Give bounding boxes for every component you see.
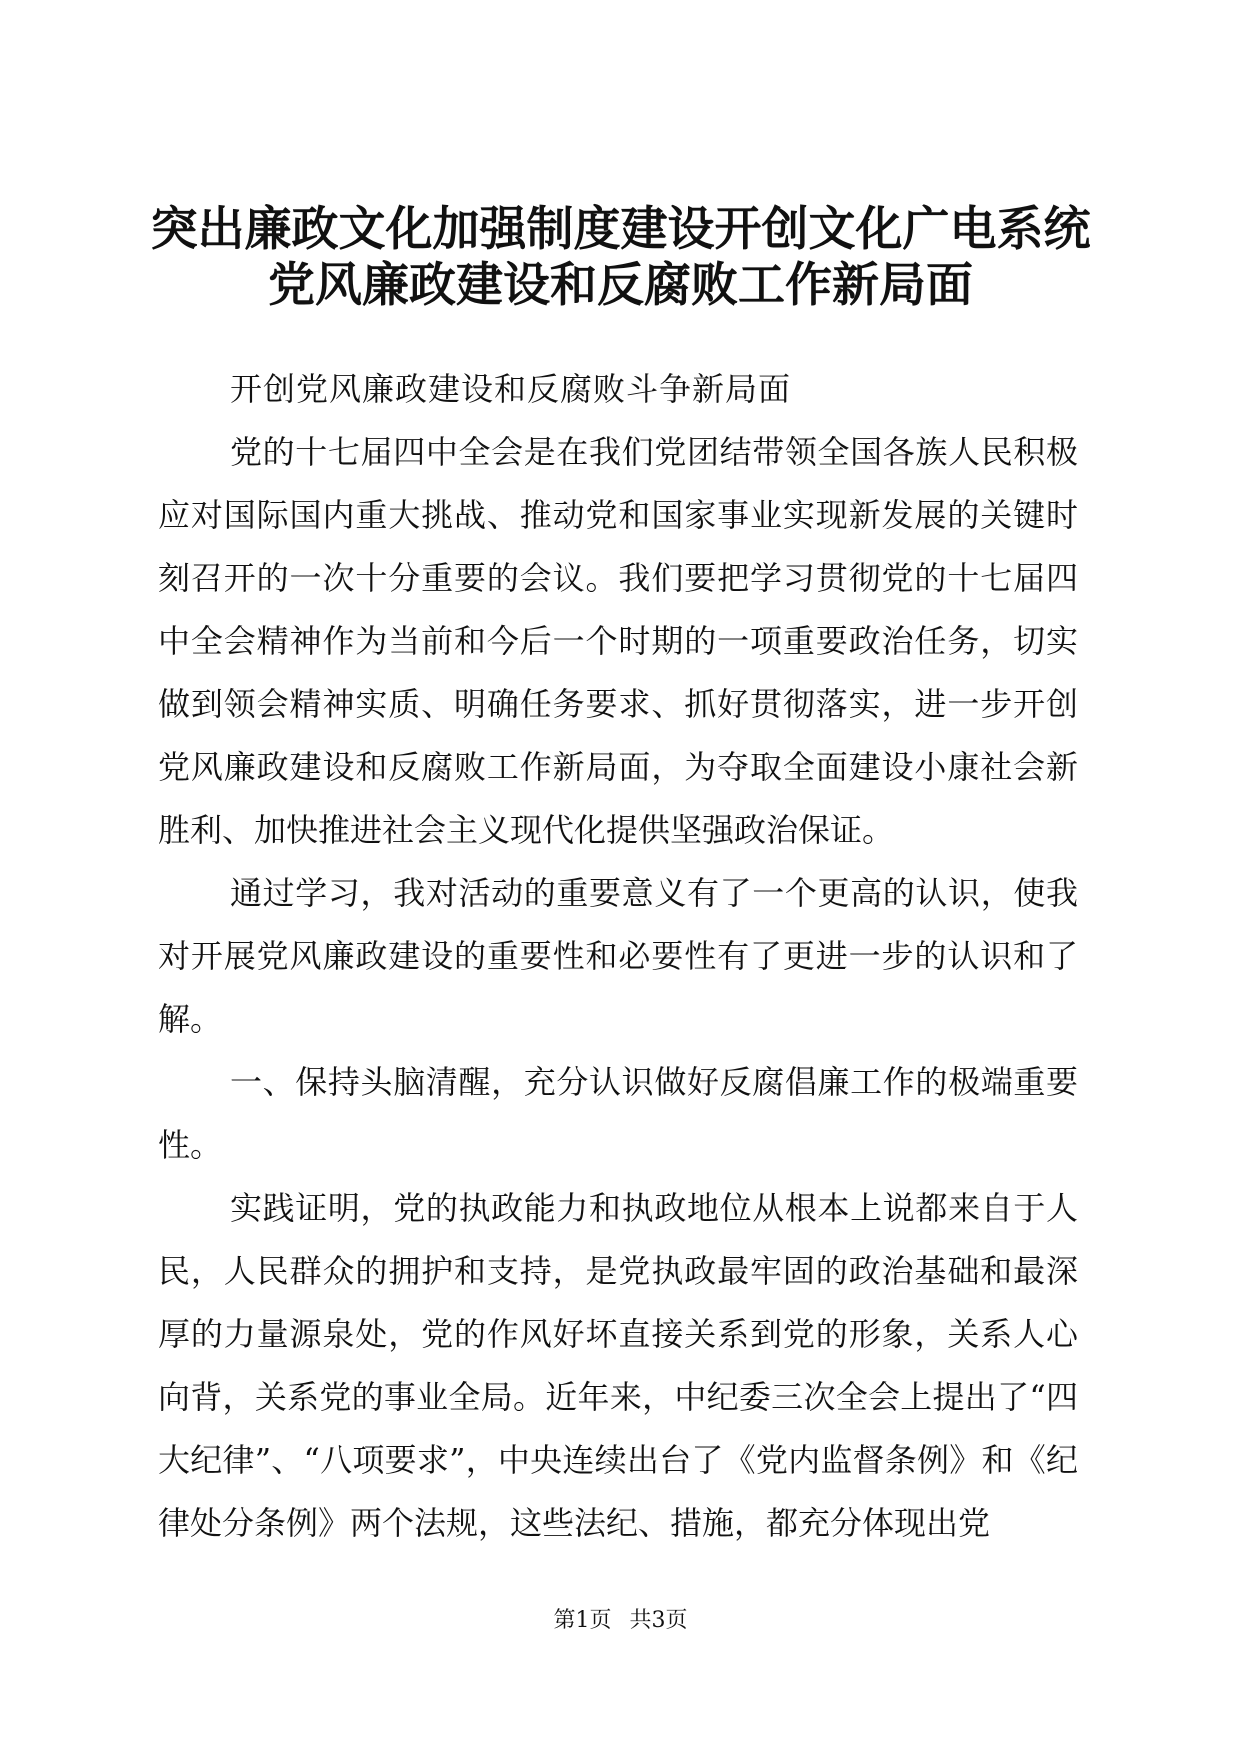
- document-subtitle: 开创党风廉政建设和反腐败斗争新局面: [230, 370, 792, 408]
- document-title-line-1: 突出廉政文化加强制度建设开创文化广电系统: [150, 202, 1091, 257]
- document-title-line-2: 党风廉政建设和反腐败工作新局面: [268, 258, 973, 313]
- page-number: 第1页: [553, 1608, 612, 1633]
- document-body: [158, 358, 1078, 1555]
- paragraph-4: 实践证明，党的执政能力和执政地位从根本上说都来自于人民，人民群众的拥护和支持，是党执政最牢固的政治基础和最深厚的力量源泉处，党的作风好坏直接关系到党的形象，关系人心向背，关系党的事业全局。近年来，中纪委三次全会上提出了“四大纪律”、“八项要求”，中央连续出台了《党内监督条例》和《纪律处分条例》两个法规，这些法纪、措施，都充分体现出党: [158, 1189, 1078, 1542]
- page-footer: [0, 1606, 1241, 1636]
- page-total: 共3页: [629, 1608, 688, 1633]
- paragraph-1: 党的十七届四中全会是在我们党团结带领全国各族人民积极应对国际国内重大挑战、推动党和国家事业实现新发展的关键时刻召开的一次十分重要的会议。我们要把学习贯彻党的十七届四中全会精神作为当前和今后一个时期的一项重要政治任务，切实做到领会精神实质、明确任务要求、抓好贯彻落实，进一步开创党风廉政建设和反腐败工作新局面，为夺取全面建设小康社会新胜利、加快推进社会主义现代化提供坚强政治保证。: [158, 433, 1078, 849]
- paragraph-2: 通过学习，我对活动的重要意义有了一个更高的认识，使我对开展党风廉政建设的重要性和必要性有了更进一步的认识和了解。: [158, 874, 1078, 1038]
- paragraph-3: 一、保持头脑清醒，充分认识做好反腐倡廉工作的极端重要性。: [158, 1063, 1078, 1164]
